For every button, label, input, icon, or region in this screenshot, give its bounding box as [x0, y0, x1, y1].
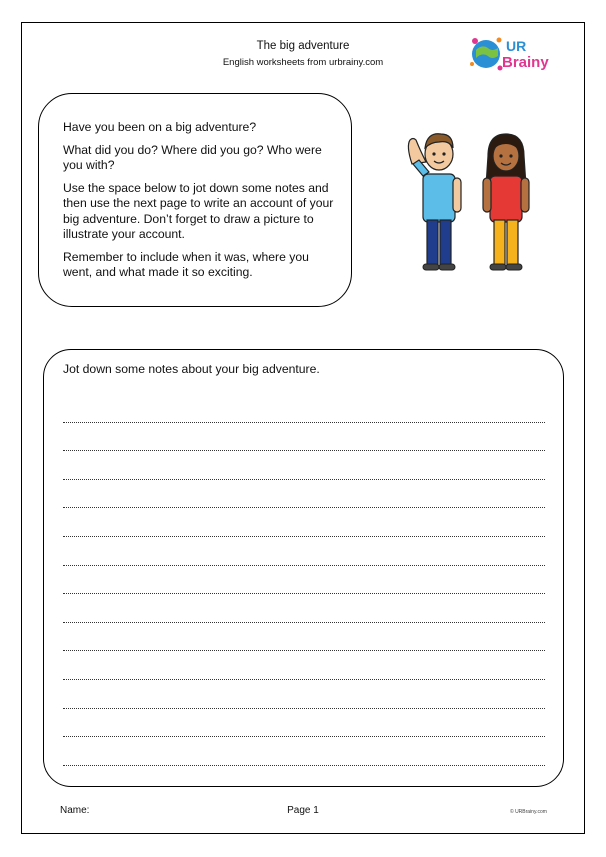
- dotted-writing-line[interactable]: [63, 737, 545, 766]
- intro-paragraph: Use the space below to jot down some notes and then use the next page to write an account of your big adventure. Don’t forget to draw a picture to illustrate your account.: [63, 180, 334, 241]
- dotted-writing-line[interactable]: [63, 508, 545, 537]
- writing-lines[interactable]: [63, 394, 545, 766]
- intro-paragraph: Remember to include when it was, where you went, and what made it so exciting.: [63, 249, 309, 279]
- dotted-writing-line[interactable]: [63, 451, 545, 480]
- girl-figure: [483, 134, 529, 270]
- notes-box: [43, 349, 564, 787]
- worksheet-title: The big adventure: [256, 40, 350, 52]
- footer-page-number: Page 1: [287, 805, 319, 816]
- dotted-writing-line[interactable]: [63, 709, 545, 738]
- children-illustration: [398, 118, 538, 276]
- intro-box: [38, 93, 352, 307]
- dotted-writing-line[interactable]: [63, 566, 545, 595]
- dotted-writing-line[interactable]: [63, 394, 545, 423]
- urbrainy-logo: [466, 32, 566, 76]
- intro-paragraph: What did you do? Where did you go? Who were you with?: [63, 142, 322, 172]
- boy-figure: [408, 134, 461, 270]
- dotted-writing-line[interactable]: [63, 623, 545, 652]
- dotted-writing-line[interactable]: [63, 423, 545, 452]
- footer-copyright: © URBrainy.com: [510, 809, 547, 815]
- intro-paragraph: Have you been on a big adventure?: [63, 120, 257, 134]
- dotted-writing-line[interactable]: [63, 594, 545, 623]
- dotted-writing-line[interactable]: [63, 680, 545, 709]
- logo-text-top: UR: [506, 38, 527, 54]
- logo-text-bottom: Brainy: [502, 54, 549, 71]
- dotted-writing-line[interactable]: [63, 480, 545, 509]
- notes-prompt: Jot down some notes about your big adventure.: [63, 362, 320, 376]
- worksheet-subtitle: English worksheets from urbrainy.com: [222, 57, 384, 68]
- dotted-writing-line[interactable]: [63, 651, 545, 680]
- dotted-writing-line[interactable]: [63, 537, 545, 566]
- footer-name-label: Name:: [60, 805, 90, 816]
